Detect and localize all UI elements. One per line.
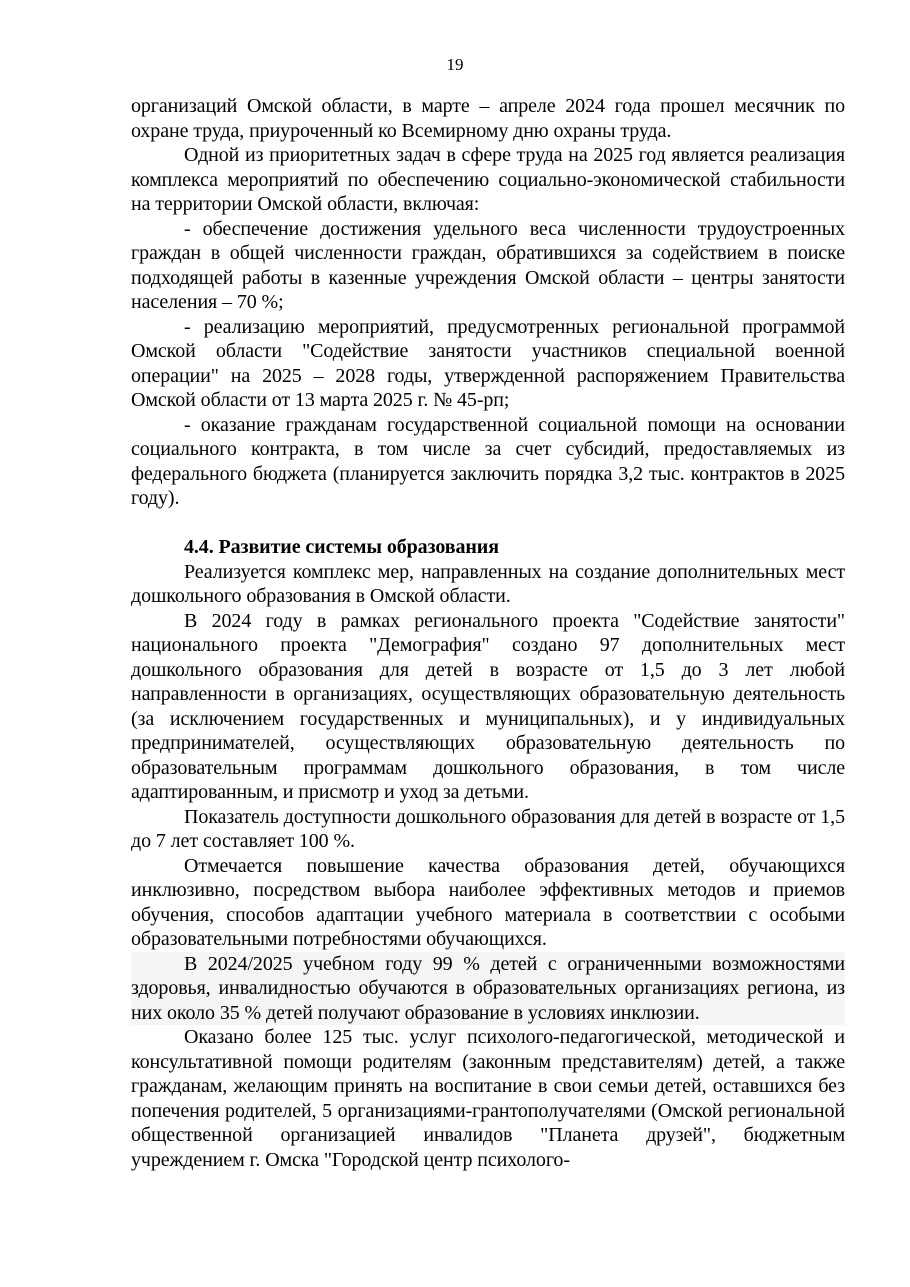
paragraph-preschool-places: Реализуется комплекс мер, направленных на создание дополнительных мест дошкольного образования в Омской области. (131, 560, 845, 607)
page-number: 19 (446, 55, 464, 74)
section-spacer (131, 511, 845, 536)
list-item-employment-share: - обеспечение достижения удельного веса численности трудоустроенных граждан в общей численности граждан, обратившихся за содействием в поиске подходящей работы в казенные учреждения Омской области – центры занятости населения – 70 %; (131, 217, 845, 313)
section-heading: 4.4. Развитие системы образования (184, 536, 499, 558)
list-item-regional-program: - реализацию мероприятий, предусмотренных региональной программой Омской области "Содействие занятости участников специальной военной операции" на 2025 – 2028 годы, утвержденной распоряжением Правительства Омской области от 13 марта 2025 г. № 45-рп; (131, 315, 845, 411)
list-item-social-contract: - оказание гражданам государственной социальной помощи на основании социального контракта, в том числе за счет субсидий, предоставляемых из федерального бюджета (планируется заключить порядка 3,2 тыс. контрактов в 2025 году). (131, 413, 845, 509)
paragraph-disabled-children: В 2024/2025 учебном году 99 % детей с ограниченными возможностями здоровья, инвалидностью обучаются в образовательных организациях региона, из них около 35 % детей получают образование в условиях инклюзии. (131, 952, 845, 1024)
document-body (131, 94, 845, 1172)
paragraph-psychological-services: Оказано более 125 тыс. услуг психолого-педагогической, методической и консультативной помощи родителям (законным представителям) детей, а также гражданам, желающим принять на воспитание в свои семьи детей, оставшихся без попечения родителей, 5 организациями-грантополучателями (Омской региональной общественной организацией инвалидов "Планета друзей", бюджетным учреждением г. Омска "Городской центр психолого- (131, 1026, 845, 1171)
paragraph-availability-indicator: Показатель доступности дошкольного образования для детей в возрасте от 1,5 до 7 лет составляет 100 %. (131, 805, 845, 852)
paragraph-priority-tasks: Одной из приоритетных задач в сфере труда на 2025 год является реализация комплекса мероприятий по обеспечению социально-экономической стабильности на территории Омской области, включая: (131, 144, 845, 215)
paragraph-inclusive-education: Отмечается повышение качества образования детей, обучающихся инклюзивно, посредством выбора наиболее эффективных методов и приемов обучения, способов адаптации учебного материала в соответствии с особыми образовательными потребностями обучающихся. (131, 854, 845, 950)
paragraph-labor-month: организаций Омской области, в марте – апреле 2024 года прошел месячник по охране труда, приуроченный ко Всемирному дню охраны труда. (131, 95, 845, 142)
paragraph-regional-project: В 2024 году в рамках регионального проекта "Содействие занятости" национального проекта "Демография" создано 97 дополнительных мест дошкольного образования для детей в возрасте от 1,5 до 3 лет любой направленности в организациях, осуществляющих образовательную деятельность (за исключением государственных и муниципальных), и у индивидуальных предпринимателей, осуществляющих образовательную деятельность по образовательным программам дошкольного образования, в том числе адаптированным, и присмотр и уход за детьми. (131, 609, 845, 803)
